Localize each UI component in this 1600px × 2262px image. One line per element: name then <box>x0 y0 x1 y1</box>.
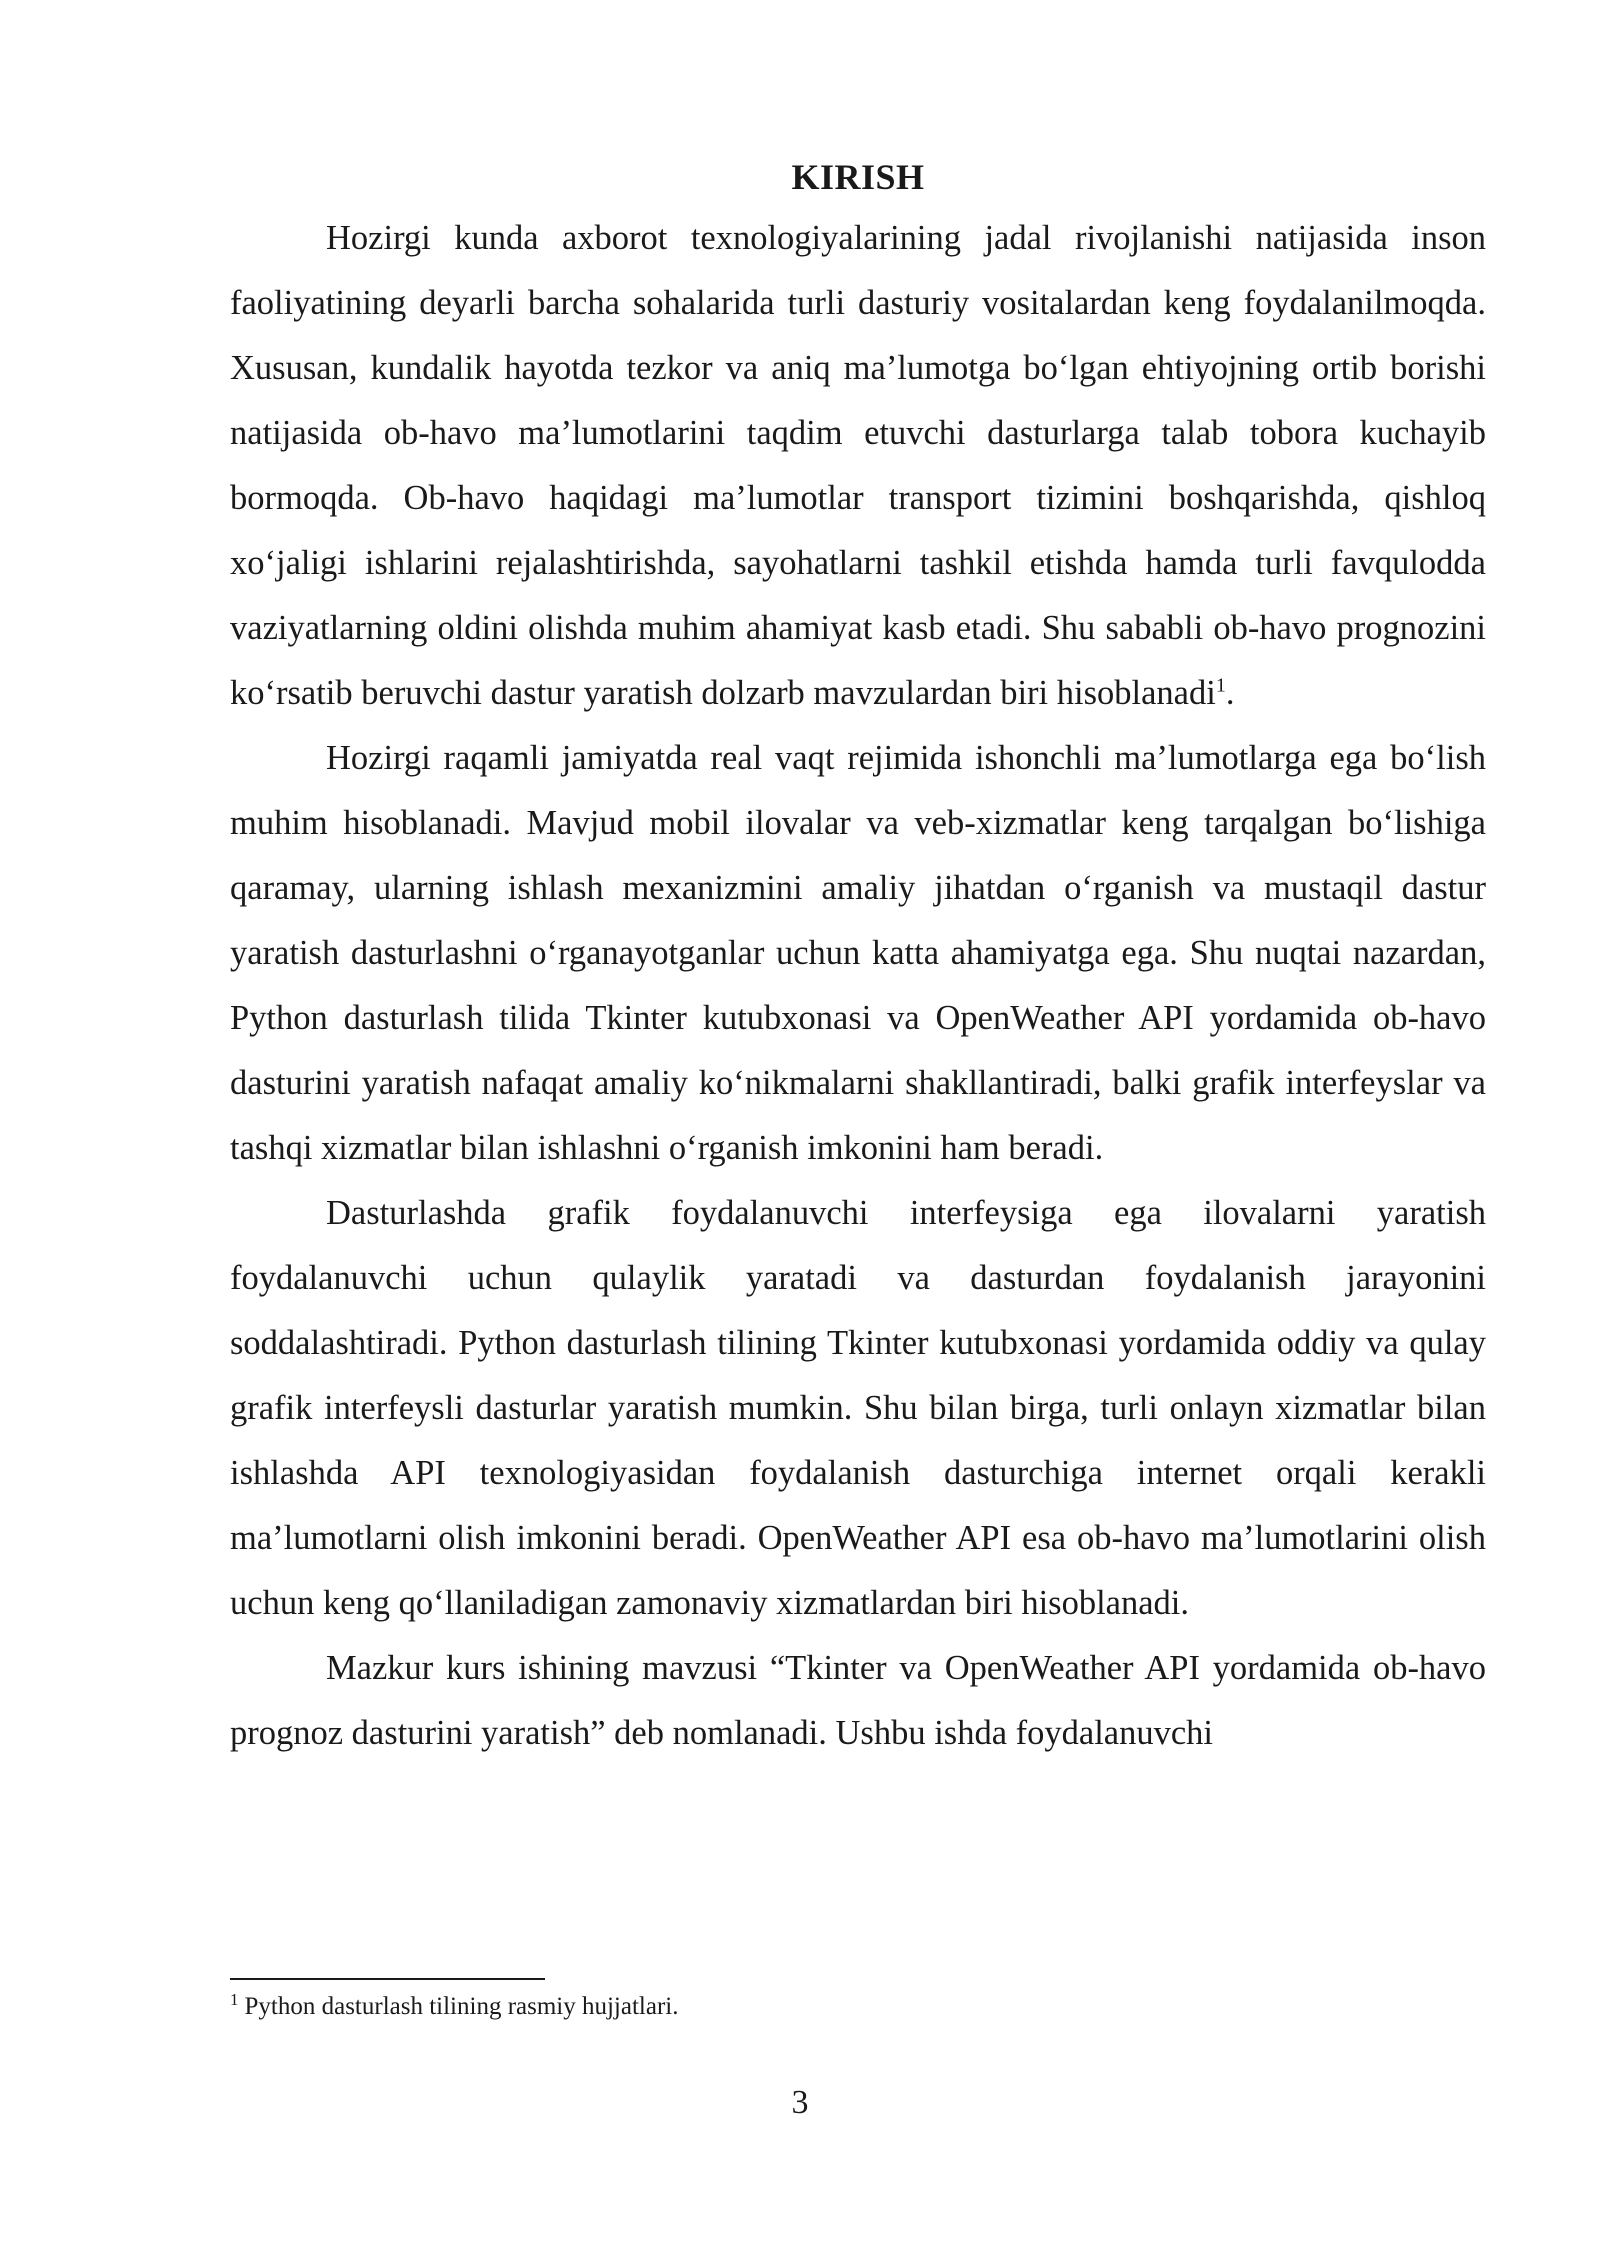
paragraph-3: Dasturlashda grafik foydalanuvchi interfeysiga ega ilovalarni yaratish foydalanuvchi uchun qulaylik yaratadi va dasturdan foydalanish jarayonini soddalashtiradi. Python dasturlash tilining Tkinter kutubxonasi yordamida oddiy va qulay grafik interfeysli dasturlar yaratish mumkin. Shu bilan birga, turli onlayn xizmatlar bilan ishlashda API texnologiyasidan foydalanish dasturchiga internet orqali kerakli ma’lumotlarni olish imkonini beradi. OpenWeather API esa ob-havo ma’lumotlarini olish uchun keng qo‘llaniladigan zamonaviy xizmatlardan biri hisoblanadi. <box>230 1194 1486 1622</box>
document-page <box>230 148 1486 1766</box>
footnote-separator <box>230 1978 545 1980</box>
section-heading: KIRISH <box>791 157 925 197</box>
footnote-number: 1 <box>230 1989 239 2009</box>
paragraph-1 <box>230 206 1486 726</box>
paragraph-4: Mazkur kurs ishining mavzusi “Tkinter va OpenWeather API yordamida ob-havo prognoz dasturini yaratish” deb nomlanadi. Ushbu ishda foydalanuvchi <box>230 1649 1486 1752</box>
footnote-reference[interactable]: 1 <box>1215 674 1226 697</box>
page-number: 3 <box>791 2084 809 2121</box>
footnote-text: Python dasturlash tilining rasmiy hujjatlari. <box>244 1993 679 2020</box>
footnote <box>230 1990 1486 2024</box>
paragraph-2: Hozirgi raqamli jamiyatda real vaqt rejimida ishonchli ma’lumotlarga ega bo‘lish muhim hisoblanadi. Mavjud mobil ilovalar va veb-xizmatlar keng tarqalgan bo‘lishiga qaramay, ularning ishlash mexanizmini amaliy jihatdan o‘rganish va mustaqil dastur yaratish dasturlashni o‘rganayotganlar uchun katta ahamiyatga ega. Shu nuqtai nazardan, Python dasturlash tilida Tkinter kutubxonasi va OpenWeather API yordamida ob-havo dasturini yaratish nafaqat amaliy ko‘nikmalarni shakllantiradi, balki grafik interfeyslar va tashqi xizmatlar bilan ishlashni o‘rganish imkonini ham beradi. <box>230 739 1486 1167</box>
paragraph-1-end: . <box>1225 674 1235 712</box>
paragraph-1-text: Hozirgi kunda axborot texnologiyalarining jadal rivojlanishi natijasida inson faoliyatining deyarli barcha sohalarida turli dasturiy vositalardan keng foydalanilmoqda. Xususan, kundalik hayotda tezkor va aniq ma’lumotga bo‘lgan ehtiyojning ortib borishi natijasida ob-havo ma’lumotlarini taqdim etuvchi dasturlarga talab tobora kuchayib bormoqda. Ob-havo haqidagi ma’lumotlar transport tizimini boshqarishda, qishloq xo‘jaligi ishlarini rejalashtirishda, sayohatlarni tashkil etishda hamda turli favqulodda vaziyatlarning oldini olishda muhim ahamiyat kasb etadi. Shu sababli ob-havo prognozini ko‘rsatib beruvchi dastur yaratish dolzarb mavzulardan biri hisoblanadi <box>230 219 1486 712</box>
